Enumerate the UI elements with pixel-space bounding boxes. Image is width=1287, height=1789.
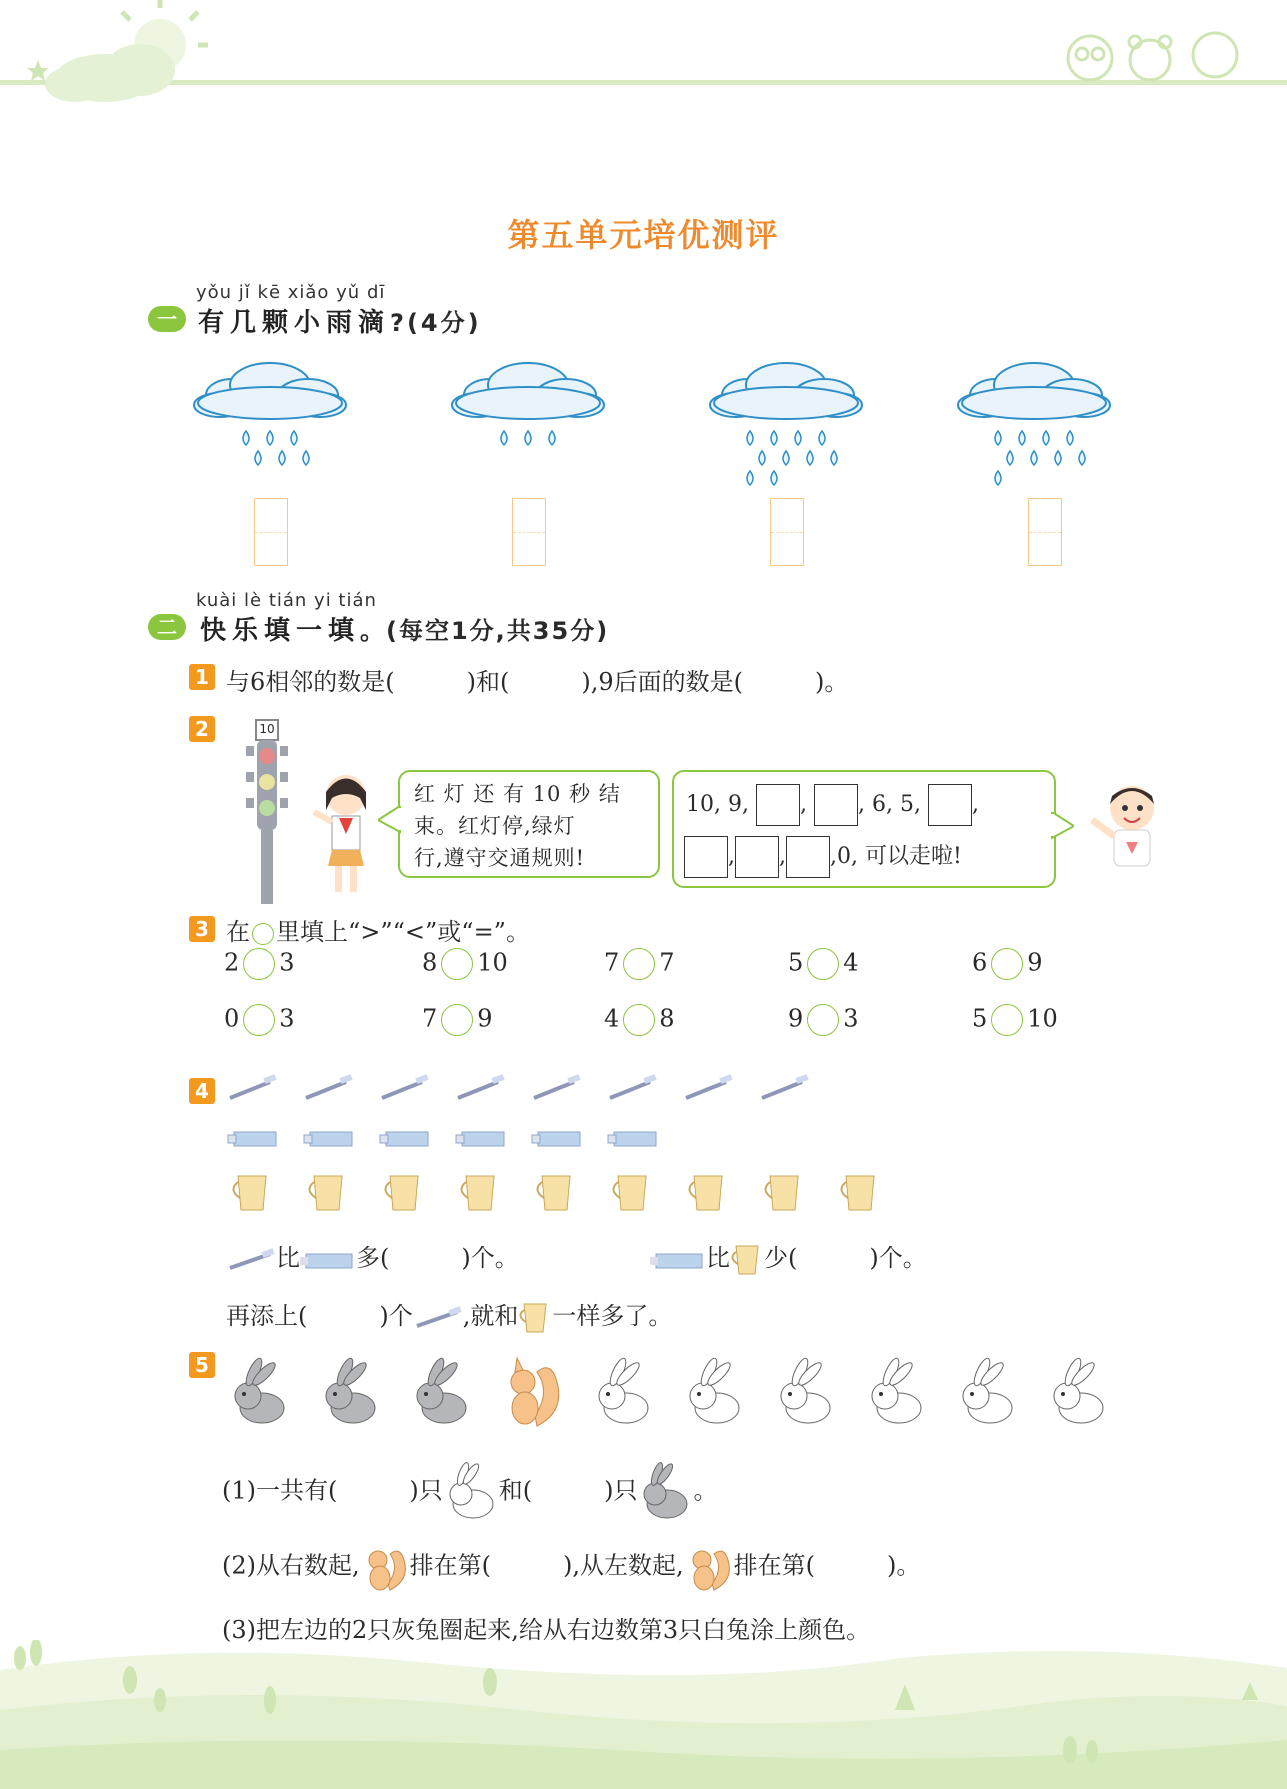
ground-decoration bbox=[0, 1640, 1287, 1789]
raindrop-icon bbox=[1079, 451, 1085, 465]
comparison-item bbox=[604, 948, 675, 980]
girl-speech-line-1: 红 灯 还 有 10 秒 结 bbox=[414, 782, 621, 806]
right-number: 3 bbox=[279, 948, 295, 977]
answer-circle[interactable] bbox=[441, 948, 473, 980]
cup-icon bbox=[689, 1176, 722, 1210]
left-number: 7 bbox=[422, 1004, 438, 1033]
answer-circle[interactable] bbox=[243, 1004, 275, 1036]
squirrel-icon bbox=[360, 1540, 410, 1594]
cup-icon bbox=[730, 1242, 764, 1278]
raindrop-icon bbox=[1007, 451, 1013, 465]
raindrop-icon bbox=[831, 451, 837, 465]
raindrop-icon bbox=[771, 471, 777, 485]
white-rabbit-icon bbox=[872, 1356, 921, 1423]
raindrop-icon bbox=[783, 451, 789, 465]
right-number: 10 bbox=[477, 948, 508, 977]
raindrop-icon bbox=[1067, 431, 1073, 445]
section1-suffix: ?(4分) bbox=[390, 309, 482, 337]
circle-icon bbox=[252, 923, 274, 945]
q4-line-2: 再添上( )个 ,就和 一样多了。 bbox=[226, 1296, 672, 1336]
right-number: 4 bbox=[843, 948, 859, 977]
section2-badge: 二 bbox=[148, 614, 186, 640]
raindrop-icon bbox=[525, 431, 531, 445]
toothbrush-icon bbox=[306, 1074, 353, 1098]
raindrop-icon bbox=[549, 431, 555, 445]
raindrop-icon bbox=[303, 451, 309, 465]
raindrop-icon bbox=[279, 451, 285, 465]
white-rabbit-icon bbox=[1054, 1356, 1103, 1423]
right-number: 3 bbox=[843, 1004, 859, 1033]
toothpaste-icon bbox=[456, 1132, 504, 1146]
comparison-item bbox=[604, 1004, 675, 1036]
gray-rabbit-icon bbox=[417, 1356, 466, 1423]
cup-icon bbox=[518, 1300, 552, 1336]
q4-line-1b: 比 少( )个。 bbox=[650, 1238, 927, 1278]
raindrop-icon bbox=[267, 431, 273, 445]
answer-box-3[interactable] bbox=[770, 498, 804, 566]
right-number: 7 bbox=[659, 948, 675, 977]
comparison-item bbox=[422, 1004, 493, 1036]
section1-pinyin: yǒu jǐ kē xiǎo yǔ dī bbox=[196, 282, 386, 303]
q1-number: 1 bbox=[189, 664, 215, 690]
rain-clouds bbox=[0, 355, 1287, 495]
raindrop-icon bbox=[1019, 431, 1025, 445]
girl-speech-text bbox=[414, 778, 621, 874]
q5-sub3: (3)把左边的2只灰兔圈起来,给从右边数第3只白兔涂上颜色。 bbox=[222, 1616, 871, 1644]
toothpaste-icon bbox=[300, 1248, 356, 1272]
q3-prompt: 在 里填上“>”“<”或“=”。 bbox=[226, 918, 530, 946]
right-number: 9 bbox=[1027, 948, 1043, 977]
raindrop-icon bbox=[747, 471, 753, 485]
sequence-box-5[interactable] bbox=[735, 836, 779, 878]
section2-title: 快乐填一填 bbox=[200, 616, 361, 646]
answer-circle[interactable] bbox=[991, 948, 1023, 980]
raindrop-icon bbox=[795, 431, 801, 445]
toothpaste-icon bbox=[228, 1132, 276, 1146]
gray-rabbit-icon bbox=[326, 1356, 375, 1423]
sequence-box-3[interactable] bbox=[928, 784, 972, 826]
cloud-icon bbox=[45, 44, 175, 102]
raindrop-icon bbox=[807, 451, 813, 465]
comparison-item bbox=[972, 1004, 1058, 1036]
raindrop-icon bbox=[243, 431, 249, 445]
answer-box-1[interactable] bbox=[254, 498, 288, 566]
section1-title: 有几颗小雨滴 bbox=[198, 308, 391, 338]
white-rabbit-icon bbox=[690, 1356, 739, 1423]
right-number: 9 bbox=[477, 1004, 493, 1033]
cloud-icon bbox=[452, 363, 604, 419]
rain-cloud-3 bbox=[710, 363, 862, 485]
answer-circle[interactable] bbox=[623, 1004, 655, 1036]
q5-sub2: (2)从右数起, 排在第( ),从左数起, 排在第( )。 bbox=[222, 1540, 920, 1594]
white-rabbit-icon bbox=[963, 1356, 1012, 1423]
gray-rabbit-icon bbox=[235, 1356, 284, 1423]
sequence-box-1[interactable] bbox=[756, 784, 800, 826]
q3-number: 3 bbox=[189, 916, 215, 942]
toothpaste-icon bbox=[380, 1132, 428, 1146]
left-number: 9 bbox=[788, 1004, 804, 1033]
raindrop-icon bbox=[1055, 451, 1061, 465]
boy-icon bbox=[1080, 780, 1164, 870]
right-number: 3 bbox=[279, 1004, 295, 1033]
left-number: 0 bbox=[224, 1004, 240, 1033]
toothbrush-icon bbox=[458, 1074, 505, 1098]
raindrop-icon bbox=[1031, 451, 1037, 465]
rain-cloud-1 bbox=[194, 363, 346, 465]
answer-circle[interactable] bbox=[807, 948, 839, 980]
girl-speech-line-2: 束。红灯停,绿灯 bbox=[414, 814, 576, 838]
sequence-box-2[interactable] bbox=[814, 784, 858, 826]
raindrop-icon bbox=[501, 431, 507, 445]
q5-animal-row bbox=[220, 1352, 1140, 1432]
comparison-item bbox=[224, 948, 295, 980]
left-number: 8 bbox=[422, 948, 438, 977]
answer-circle[interactable] bbox=[991, 1004, 1023, 1036]
comparison-item bbox=[972, 948, 1043, 980]
toothbrush-icon bbox=[413, 1306, 463, 1330]
animal-faces-icon bbox=[1068, 33, 1237, 80]
cup-icon bbox=[461, 1176, 494, 1210]
gray-rabbit-icon bbox=[637, 1462, 693, 1522]
traffic-light-icon bbox=[236, 714, 300, 904]
answer-box-4[interactable] bbox=[1028, 498, 1062, 566]
answer-circle[interactable] bbox=[441, 1004, 473, 1036]
section2-pinyin: kuài lè tián yi tián bbox=[196, 590, 377, 611]
right-number: 8 bbox=[659, 1004, 675, 1033]
toothbrush-icon bbox=[610, 1074, 657, 1098]
cup-icon bbox=[765, 1176, 798, 1210]
q4-number: 4 bbox=[189, 1078, 215, 1104]
left-number: 5 bbox=[788, 948, 804, 977]
q2-number: 2 bbox=[189, 716, 215, 742]
cup-icon bbox=[537, 1176, 570, 1210]
answer-box-2[interactable] bbox=[512, 498, 546, 566]
sequence-line-1: 10, 9, , , 6, 5, , bbox=[686, 784, 979, 826]
left-number: 5 bbox=[972, 1004, 988, 1033]
header-decoration bbox=[0, 0, 1287, 120]
raindrop-icon bbox=[747, 431, 753, 445]
cup-icon bbox=[309, 1176, 342, 1210]
sequence-box-4[interactable] bbox=[684, 836, 728, 878]
section1-badge: 一 bbox=[148, 306, 186, 332]
rain-cloud-2 bbox=[452, 363, 604, 445]
bubble-tail-left bbox=[378, 806, 402, 836]
toothbrush-icon bbox=[686, 1074, 733, 1098]
raindrop-icon bbox=[819, 431, 825, 445]
section2-heading bbox=[200, 610, 609, 647]
white-rabbit-icon bbox=[781, 1356, 830, 1423]
q4-line-1: 比 多( )个。 bbox=[226, 1238, 519, 1273]
cup-icon bbox=[233, 1176, 266, 1210]
comparison-item bbox=[224, 1004, 295, 1036]
comparison-item bbox=[422, 948, 508, 980]
girl-speech-bubble bbox=[398, 770, 660, 878]
cloud-icon bbox=[710, 363, 862, 419]
sequence-bubble bbox=[672, 770, 1056, 888]
raindrop-icon bbox=[1043, 431, 1049, 445]
sequence-box-6[interactable] bbox=[786, 836, 830, 878]
toothbrush-icon bbox=[762, 1074, 809, 1098]
right-number: 10 bbox=[1027, 1004, 1058, 1033]
section2-suffix: 。(每空1分,共35分) bbox=[360, 617, 610, 645]
raindrop-icon bbox=[995, 431, 1001, 445]
raindrop-icon bbox=[995, 471, 1001, 485]
traffic-light-number: 10 bbox=[259, 722, 275, 736]
q5-sub1: (1)一共有( )只 和( )只 。 bbox=[222, 1462, 717, 1522]
q4-objects bbox=[220, 1070, 920, 1220]
raindrop-icon bbox=[771, 431, 777, 445]
cup-icon bbox=[385, 1176, 418, 1210]
left-number: 2 bbox=[224, 948, 240, 977]
toothbrush-icon bbox=[534, 1074, 581, 1098]
cloud-icon bbox=[194, 363, 346, 419]
toothpaste-icon bbox=[608, 1132, 656, 1146]
comparison-item bbox=[788, 948, 859, 980]
answer-circle[interactable] bbox=[243, 948, 275, 980]
q1-text: 与6相邻的数是( )和( ),9后面的数是( )。 bbox=[226, 668, 849, 696]
squirrel-icon bbox=[684, 1540, 734, 1594]
sequence-line-2: , , ,0, 可以走啦! bbox=[684, 836, 962, 878]
rain-cloud-4 bbox=[958, 363, 1110, 485]
left-number: 7 bbox=[604, 948, 620, 977]
bubble-tail-right bbox=[1050, 812, 1074, 842]
raindrop-icon bbox=[291, 431, 297, 445]
white-rabbit-icon bbox=[599, 1356, 648, 1423]
toothpaste-icon bbox=[532, 1132, 580, 1146]
left-number: 6 bbox=[972, 948, 988, 977]
cup-icon bbox=[841, 1176, 874, 1210]
q5-number: 5 bbox=[189, 1352, 215, 1378]
page-title: 第五单元培优测评 bbox=[507, 216, 780, 254]
raindrop-icon bbox=[255, 451, 261, 465]
toothpaste-icon bbox=[650, 1248, 706, 1272]
answer-circle[interactable] bbox=[623, 948, 655, 980]
toothbrush-icon bbox=[382, 1074, 429, 1098]
cup-icon bbox=[613, 1176, 646, 1210]
toothbrush-icon bbox=[226, 1248, 276, 1272]
raindrop-icon bbox=[759, 451, 765, 465]
girl-speech-line-3: 行,遵守交通规则! bbox=[414, 846, 586, 870]
girl-icon bbox=[306, 770, 376, 900]
toothpaste-icon bbox=[304, 1132, 352, 1146]
comparison-item bbox=[788, 1004, 859, 1036]
squirrel-icon bbox=[511, 1358, 559, 1426]
cloud-icon bbox=[958, 363, 1110, 419]
section1-heading bbox=[198, 302, 482, 339]
toothbrush-icon bbox=[230, 1074, 277, 1098]
white-rabbit-icon bbox=[443, 1462, 499, 1522]
answer-circle[interactable] bbox=[807, 1004, 839, 1036]
left-number: 4 bbox=[604, 1004, 620, 1033]
